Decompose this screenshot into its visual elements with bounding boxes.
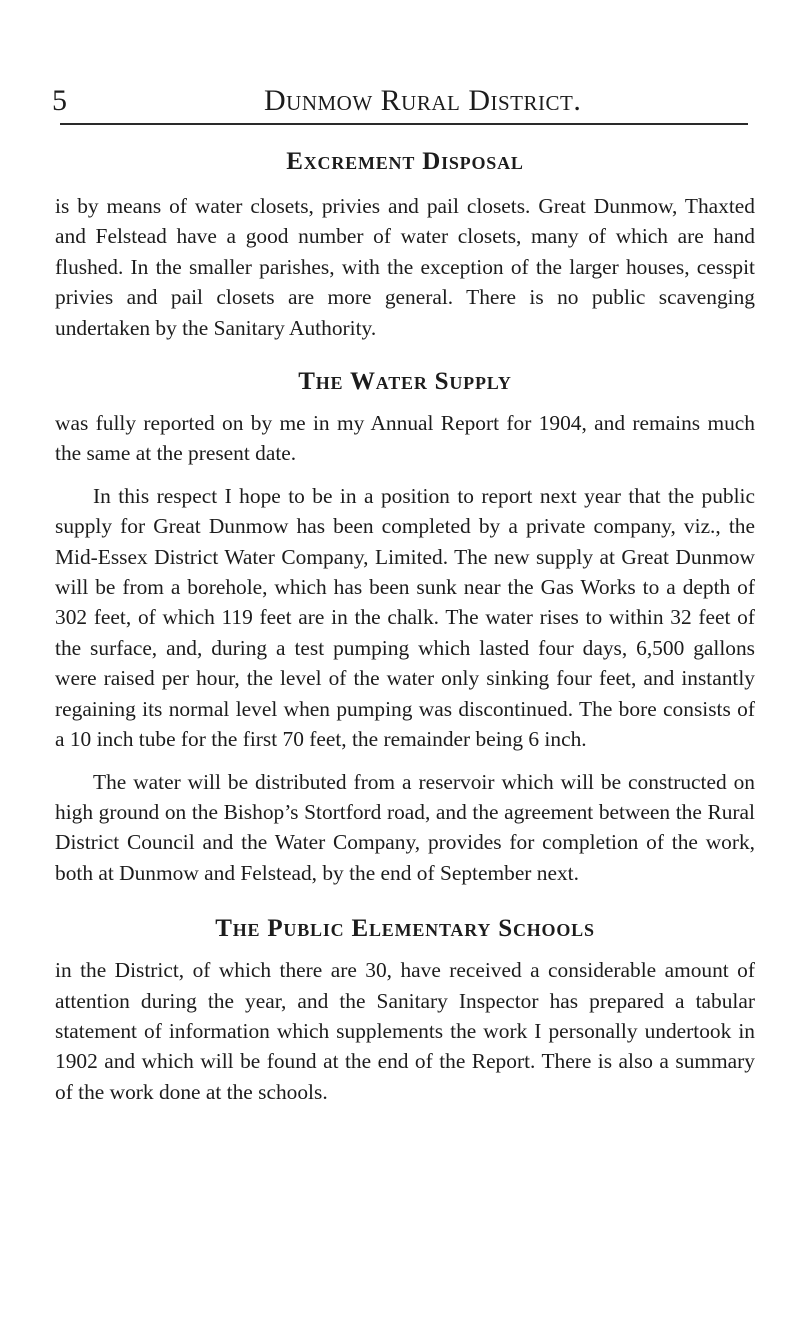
header-rule	[60, 123, 748, 125]
page-number: 5	[52, 84, 67, 117]
paragraph-water-supply-intro: was fully reported on by me in my Annual Report for 1904, and remains much the same at the present date.	[55, 411, 755, 466]
section-heading-elementary-schools: The Public Elementary Schools	[215, 915, 595, 943]
section-heading-water-supply: The Water Supply	[298, 368, 512, 396]
paragraph-water-supply-borehole: In this respect I hope to be in a position to report next year that the public supply for Great Dunmow has been completed by a private company, viz., the Mid-Essex District Water Company, Limited. The new supply at Great Dunmow will be from a borehole, which has been sunk near the Gas Works to a depth of 302 feet, of which 119 feet are in the chalk. The water rises to within 32 feet of the surface, and, during a test pumping which lasted four days, 6,500 gallons were raised per hour, the level of the water only sinking four feet, and instantly regaining its normal level when pumping was discontinued. The bore consists of a 10 inch tube for the first 70 feet, the remainder being 6 inch.	[55, 483, 755, 752]
page-body	[55, 145, 755, 1107]
paragraph-water-supply-reservoir: The water will be distributed from a reservoir which will be constructed on high ground on the Bishop’s Stortford road, and the agreement between the Rural District Council and the Water Company, provides for completion of the work, both at Dunmow and Felstead, by the end of September next.	[55, 769, 755, 885]
page-header	[52, 84, 752, 118]
running-head: Dunmow Rural District.	[264, 84, 582, 117]
paragraph-excrement-disposal: is by means of water closets, privies and pail closets. Great Dunmow, Thaxted and Felstead have a good number of water closets, many of which are hand flushed. In the smaller parishes, with the exception of the larger houses, cesspit privies and pail closets are more general. There is no public scavenging undertaken by the Sanitary Authority.	[55, 194, 755, 340]
paragraph-elementary-schools: in the District, of which there are 30, have received a considerable amount of attention during the year, and the Sanitary Inspector has prepared a tabular statement of information which supplements the work I personally undertook in 1902 and which will be found at the end of the Report. There is also a summary of the work done at the schools.	[55, 958, 755, 1104]
section-heading-excrement-disposal: Excrement Disposal	[286, 148, 524, 175]
